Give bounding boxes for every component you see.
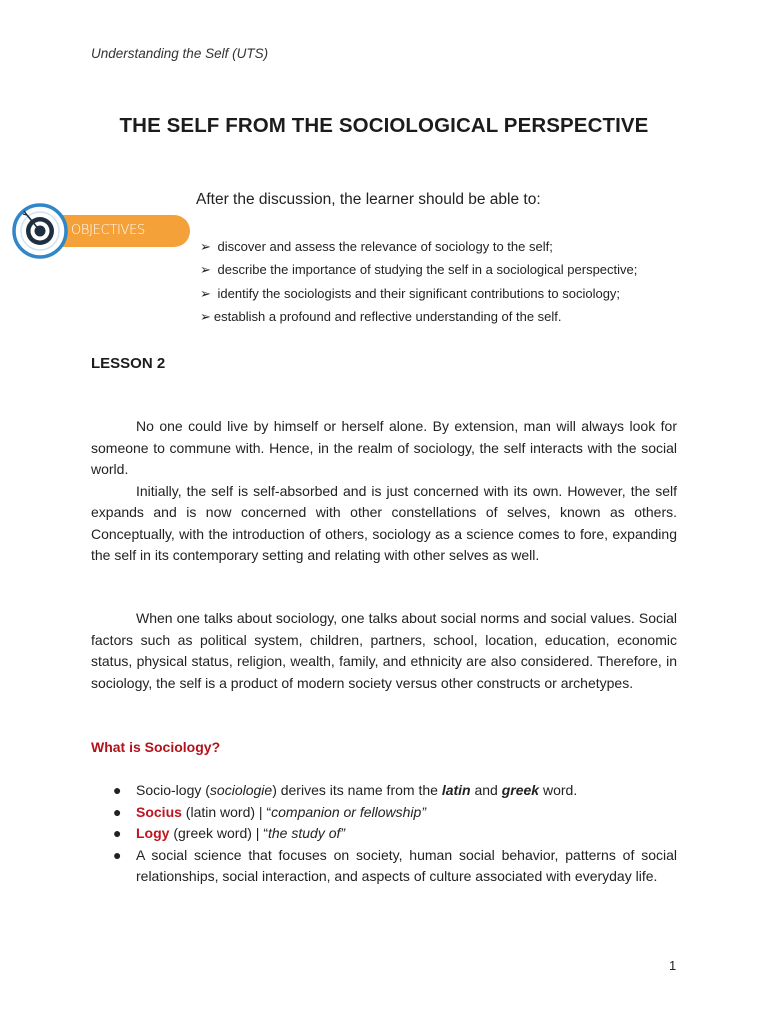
page-number: 1 — [669, 958, 677, 973]
arrow-bullet-icon: ➢ — [200, 308, 211, 324]
lesson-heading: LESSON 2 — [91, 355, 166, 372]
paragraph: No one could live by himself or herself alone. By extension, man will always look for someone to commune with. Hence, in the realm of sociology, the self interacts with the social world. — [91, 418, 677, 477]
objective-item: ➢ establish a profound and reflective understanding of the self. — [200, 308, 562, 324]
arrow-bullet-icon: ➢ — [200, 262, 211, 278]
sociology-paragraph — [91, 608, 677, 694]
objective-item: ➢ discover and assess the relevance of sociology to the self; — [200, 239, 553, 254]
list-item: ● Socius (latin word) | “companion or fellowship” — [91, 802, 677, 824]
objective-item: ➢ identify the sociologists and their significant contributions to sociology; — [200, 285, 621, 301]
objectives-list — [200, 238, 637, 331]
bullet-icon: ● — [113, 846, 122, 863]
bullet-icon: ● — [113, 825, 122, 841]
objectives-badge — [12, 201, 182, 263]
document-title: THE SELF FROM THE SOCIOLOGICAL PERSPECTIVE — [119, 114, 649, 137]
list-item: ● Logy (greek word) | “the study of” — [91, 823, 677, 845]
paragraph: Initially, the self is self-absorbed and is just concerned with its own. However, the self expands and is now concerned with other constellations of selves, known as others. Conceptually, with the introduction of others, sociology as a science comes to fore, expanding the self in its contemporary setting and relating with other selves as well. — [91, 482, 677, 563]
list-item: ● A social science that focuses on society, human social behavior, patterns of social relationships, social interaction, and aspects of culture associated with everyday life. — [113, 846, 677, 884]
section-heading: What is Sociology? — [91, 739, 221, 755]
list-item: ● Socio-logy (sociologie) derives its name from the latin and greek word. — [91, 780, 677, 802]
arrow-bullet-icon: ➢ — [200, 239, 211, 254]
objectives-label: OBJECTIVES — [71, 223, 146, 238]
bullet-icon: ● — [113, 782, 122, 798]
paragraph: When one talks about sociology, one talks about social norms and social values. Social factors such as political system, children, partners, school, location, education, economic status, physical status, religion, wealth, family, and ethnicity are also considered. Therefore, in sociology, the self is a product of modern society versus other constructs or archetypes. — [91, 610, 677, 691]
intro-paragraphs — [91, 416, 677, 567]
course-header: Understanding the Self (UTS) — [91, 46, 269, 61]
objectives-intro: After the discussion, the learner should be able to: — [196, 191, 541, 208]
bullet-icon: ● — [113, 803, 122, 820]
objective-item: ➢ describe the importance of studying the self in a sociological perspective; — [200, 262, 638, 278]
definition-list — [91, 780, 677, 888]
target-icon — [12, 201, 68, 261]
arrow-bullet-icon: ➢ — [200, 285, 211, 301]
term-logy: Logy — [136, 825, 170, 841]
term-socius: Socius — [136, 803, 182, 820]
